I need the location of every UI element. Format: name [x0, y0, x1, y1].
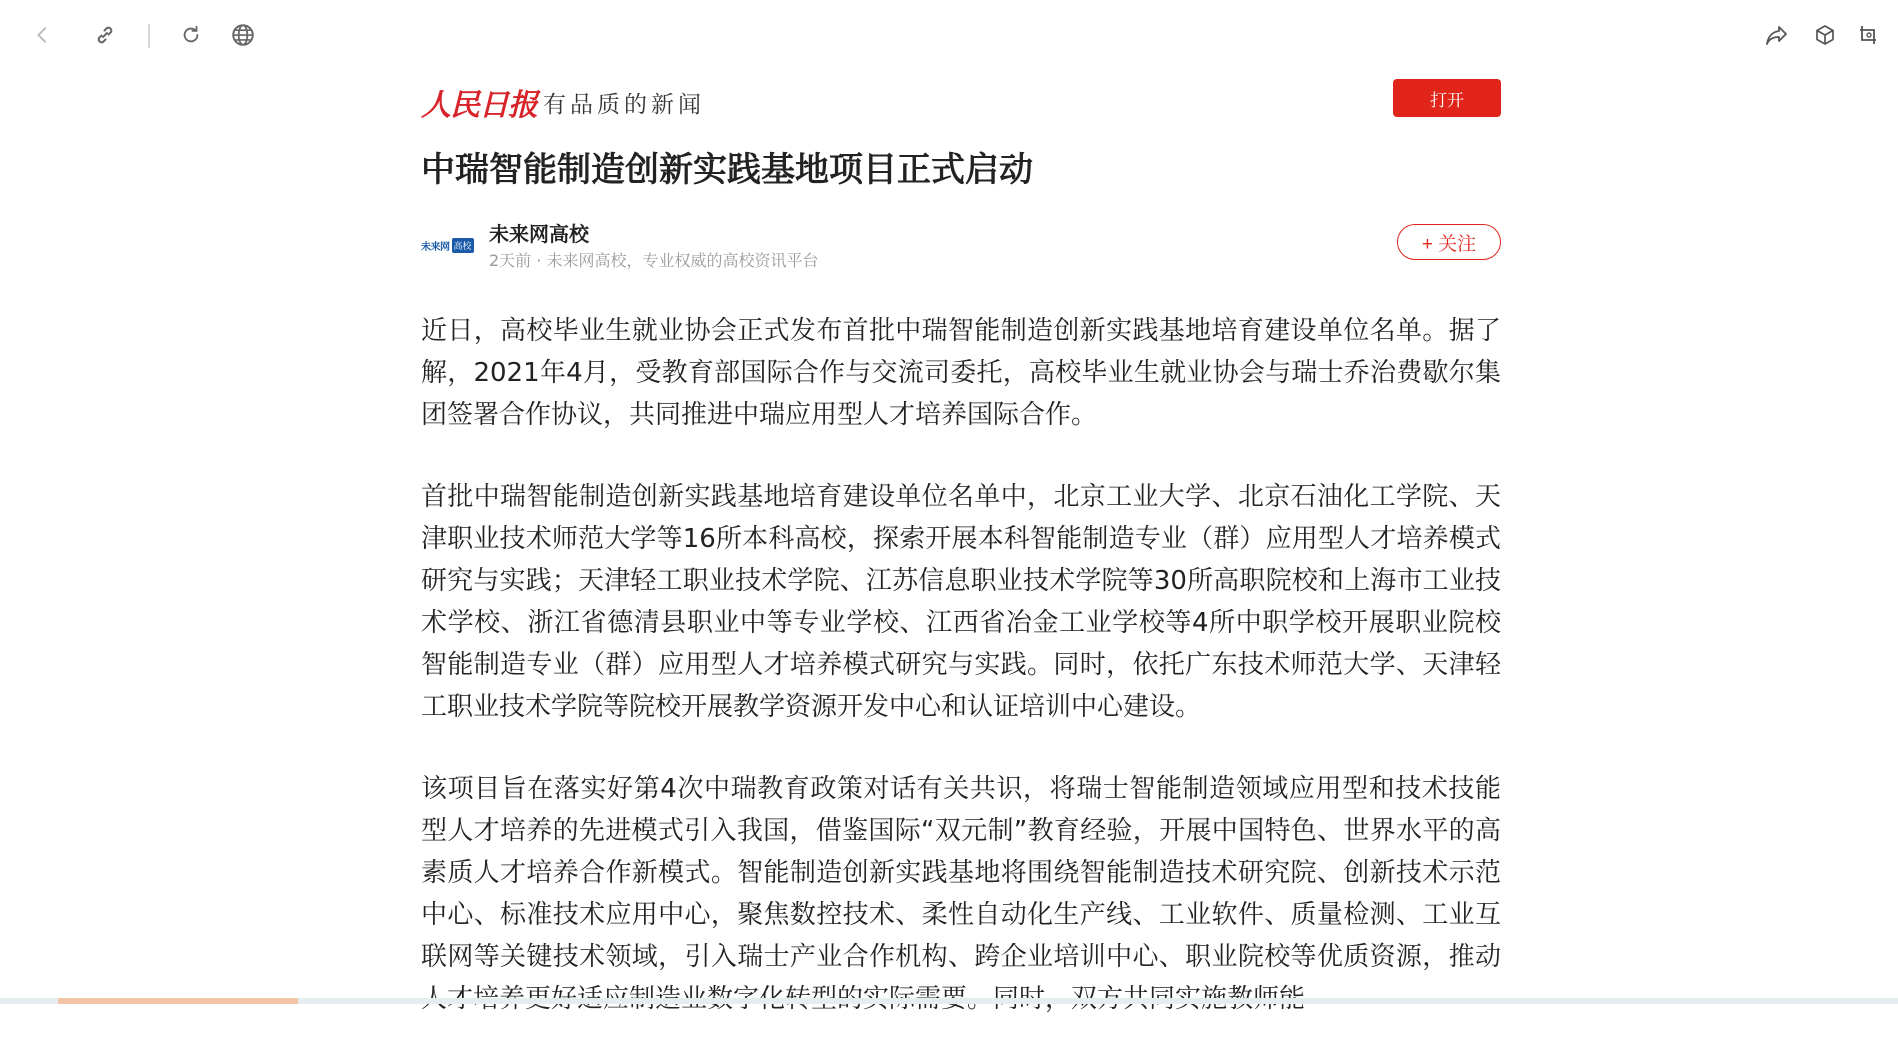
author-meta: 2天前 · 未来网高校，专业权威的高校资讯平台 [489, 251, 819, 270]
avatar-text-2: 高校 [452, 238, 474, 253]
author-name[interactable]: 未来网高校 [489, 222, 589, 246]
toolbar-divider [148, 24, 150, 48]
article-body [421, 310, 1501, 1060]
avatar-text-1: 未来网 [421, 241, 450, 253]
link-icon[interactable] [92, 22, 118, 48]
open-app-button[interactable]: 打开 [1393, 79, 1501, 117]
peoples-daily-logo[interactable]: 人民日报 [421, 88, 537, 123]
paragraph-2: 首批中瑞智能制造创新实践基地培育建设单位名单中，北京工业大学、北京石油化工学院、天津职业技术师范大学等16所本科高校，探索开展本科智能制造专业（群）应用型人才培养模式研究与实践；天津轻工职业技术学院、江苏信息职业技术学院等30所高职院校和上海市工业技术学校、浙江省德清县职业中等专业学校、江西省冶金工业学校等4所中职学校开展职业院校智能制造专业（群）应用型人才培养模式研究与实践。同时，依托广东技术师范大学、天津轻工职业技术学院等院校开展教学资源开发中心和认证培训中心建设。 [421, 482, 1501, 722]
site-slogan: 有品质的新闻 [543, 92, 705, 118]
globe-icon[interactable] [230, 22, 256, 48]
share-icon[interactable] [1764, 22, 1790, 48]
refresh-icon[interactable] [178, 22, 204, 48]
avatar[interactable] [421, 236, 475, 254]
author-row [421, 218, 1501, 274]
cube-icon[interactable] [1812, 22, 1838, 48]
screenshot-icon[interactable] [1856, 22, 1882, 48]
back-icon[interactable] [30, 22, 56, 48]
paragraph-1: 近日，高校毕业生就业协会正式发布首批中瑞智能制造创新实践基地培育建设单位名单。据了解，2021年4月，受教育部国际合作与交流司委托，高校毕业生就业协会与瑞士乔治费歇尔集团签署合作协议，共同推进中瑞应用型人才培养国际合作。 [421, 316, 1501, 430]
browser-toolbar [0, 0, 1898, 70]
scroll-progress-fill [58, 998, 298, 1004]
article-title: 中瑞智能制造创新实践基地项目正式启动 [421, 150, 1033, 190]
paragraph-3: 该项目旨在落实好第4次中瑞教育政策对话有关共识，将瑞士智能制造领域应用型和技术技能型人才培养的先进模式引入我国，借鉴国际“双元制”教育经验，开展中国特色、世界水平的高素质人才培养合作新模式。智能制造创新实践基地将围绕智能制造技术研究院、创新技术示范中心、标准技术应用中心，聚焦数控技术、柔性自动化生产线、工业软件、质量检测、工业互联网等关键技术领域，引入瑞士产业合作机构、跨企业培训中心、职业院校等优质资源，推动 [421, 774, 1501, 972]
site-header [421, 78, 1501, 123]
follow-button[interactable]: + 关注 [1397, 224, 1501, 260]
